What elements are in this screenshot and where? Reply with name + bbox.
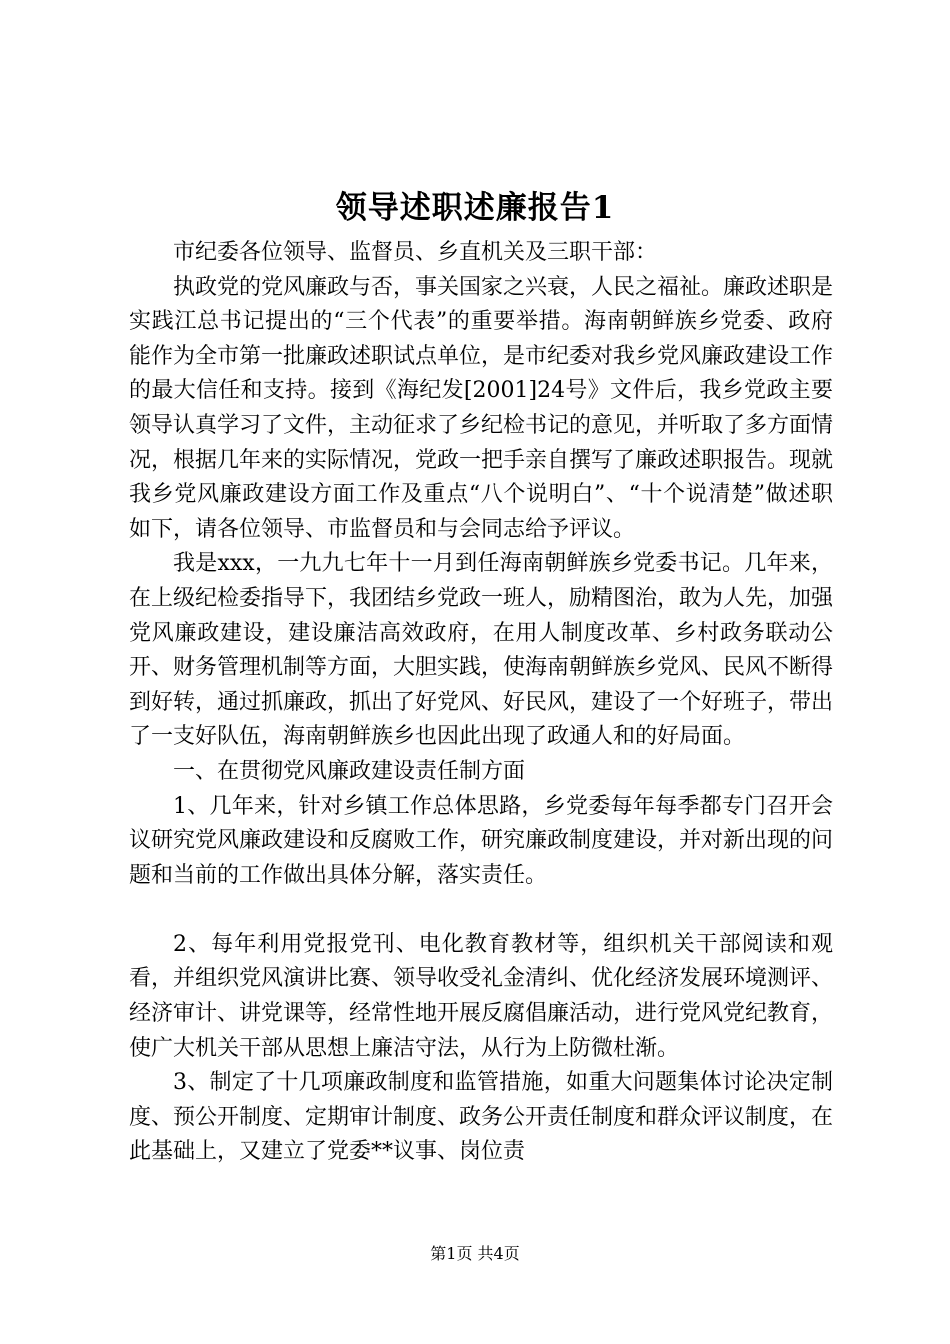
body-paragraph: 执政党的党风廉政与否，事关国家之兴衰，人民之福祉。廉政述职是实践江总书记提出的“三个代表”的重要举措。海南朝鲜族乡党委、政府能作为全市第一批廉政述职试点单位，是市纪委对我乡党风廉政建设工作的最大信任和支持。接到《海纪发[2001]24号》文件后，我乡党政主要领导认真学习了文件，主动征求了乡纪检书记的意见，并听取了多方面情况，根据几年来的实际情况，党政一把手亲自撰写了廉政述职报告。现就我乡党风廉政建设方面工作及重点“八个说明白”、“十个说清楚”做述职如下，请各位领导、市监督员和与会同志给予评议。 <box>129 274 834 542</box>
salutation-paragraph: 市纪委各位领导、监督员、乡直机关及三职干部： <box>173 240 658 265</box>
body-paragraph: 我是xxx，一九九七年十一月到任海南朝鲜族乡党委书记。几年来，在上级纪检委指导下，我团结乡党政一班人，励精图治，敢为人先，加强党风廉政建设，建设廉洁高效政府，在用人制度改革、乡村政务联动公开、财务管理机制等方面，大胆实践，使海南朝鲜族乡党风、民风不断得到好转，通过抓廉政，抓出了好党风、好民风，建设了一个好班子，带出了一支好队伍，海南朝鲜族乡也因此出现了政通人和的好局面。 <box>129 551 834 750</box>
section-heading: 一、在贯彻党风廉政建设责任制方面 <box>173 758 526 784</box>
body-paragraph: 1、几年来，针对乡镇工作总体思路，乡党委每年每季都专门召开会议研究党风廉政建设和反腐败工作，研究廉政制度建设，并对新出现的问题和当前的工作做出具体分解，落实责任。 <box>129 793 834 888</box>
page-indicator: 第1页 共4页 <box>430 1244 520 1263</box>
body-paragraph: 3、制定了十几项廉政制度和监管措施，如重大问题集体讨论决定制度、预公开制度、定期审计制度、政务公开责任制度和群众评议制度，在此基础上，又建立了党委**议事、岗位责 <box>129 1070 834 1165</box>
document-title: 领导述职述廉报告1 <box>335 190 615 226</box>
document-body <box>129 236 833 1170</box>
body-paragraph: 2、每年利用党报党刊、电化教育教材等，组织机关干部阅读和观看，并组织党风演讲比赛、领导收受礼金清纠、优化经济发展环境测评、经济审计、讲党课等，经常性地开展反腐倡廉活动，进行党风党纪教育，使广大机关干部从思想上廉洁守法，从行为上防微杜渐。 <box>129 931 834 1061</box>
